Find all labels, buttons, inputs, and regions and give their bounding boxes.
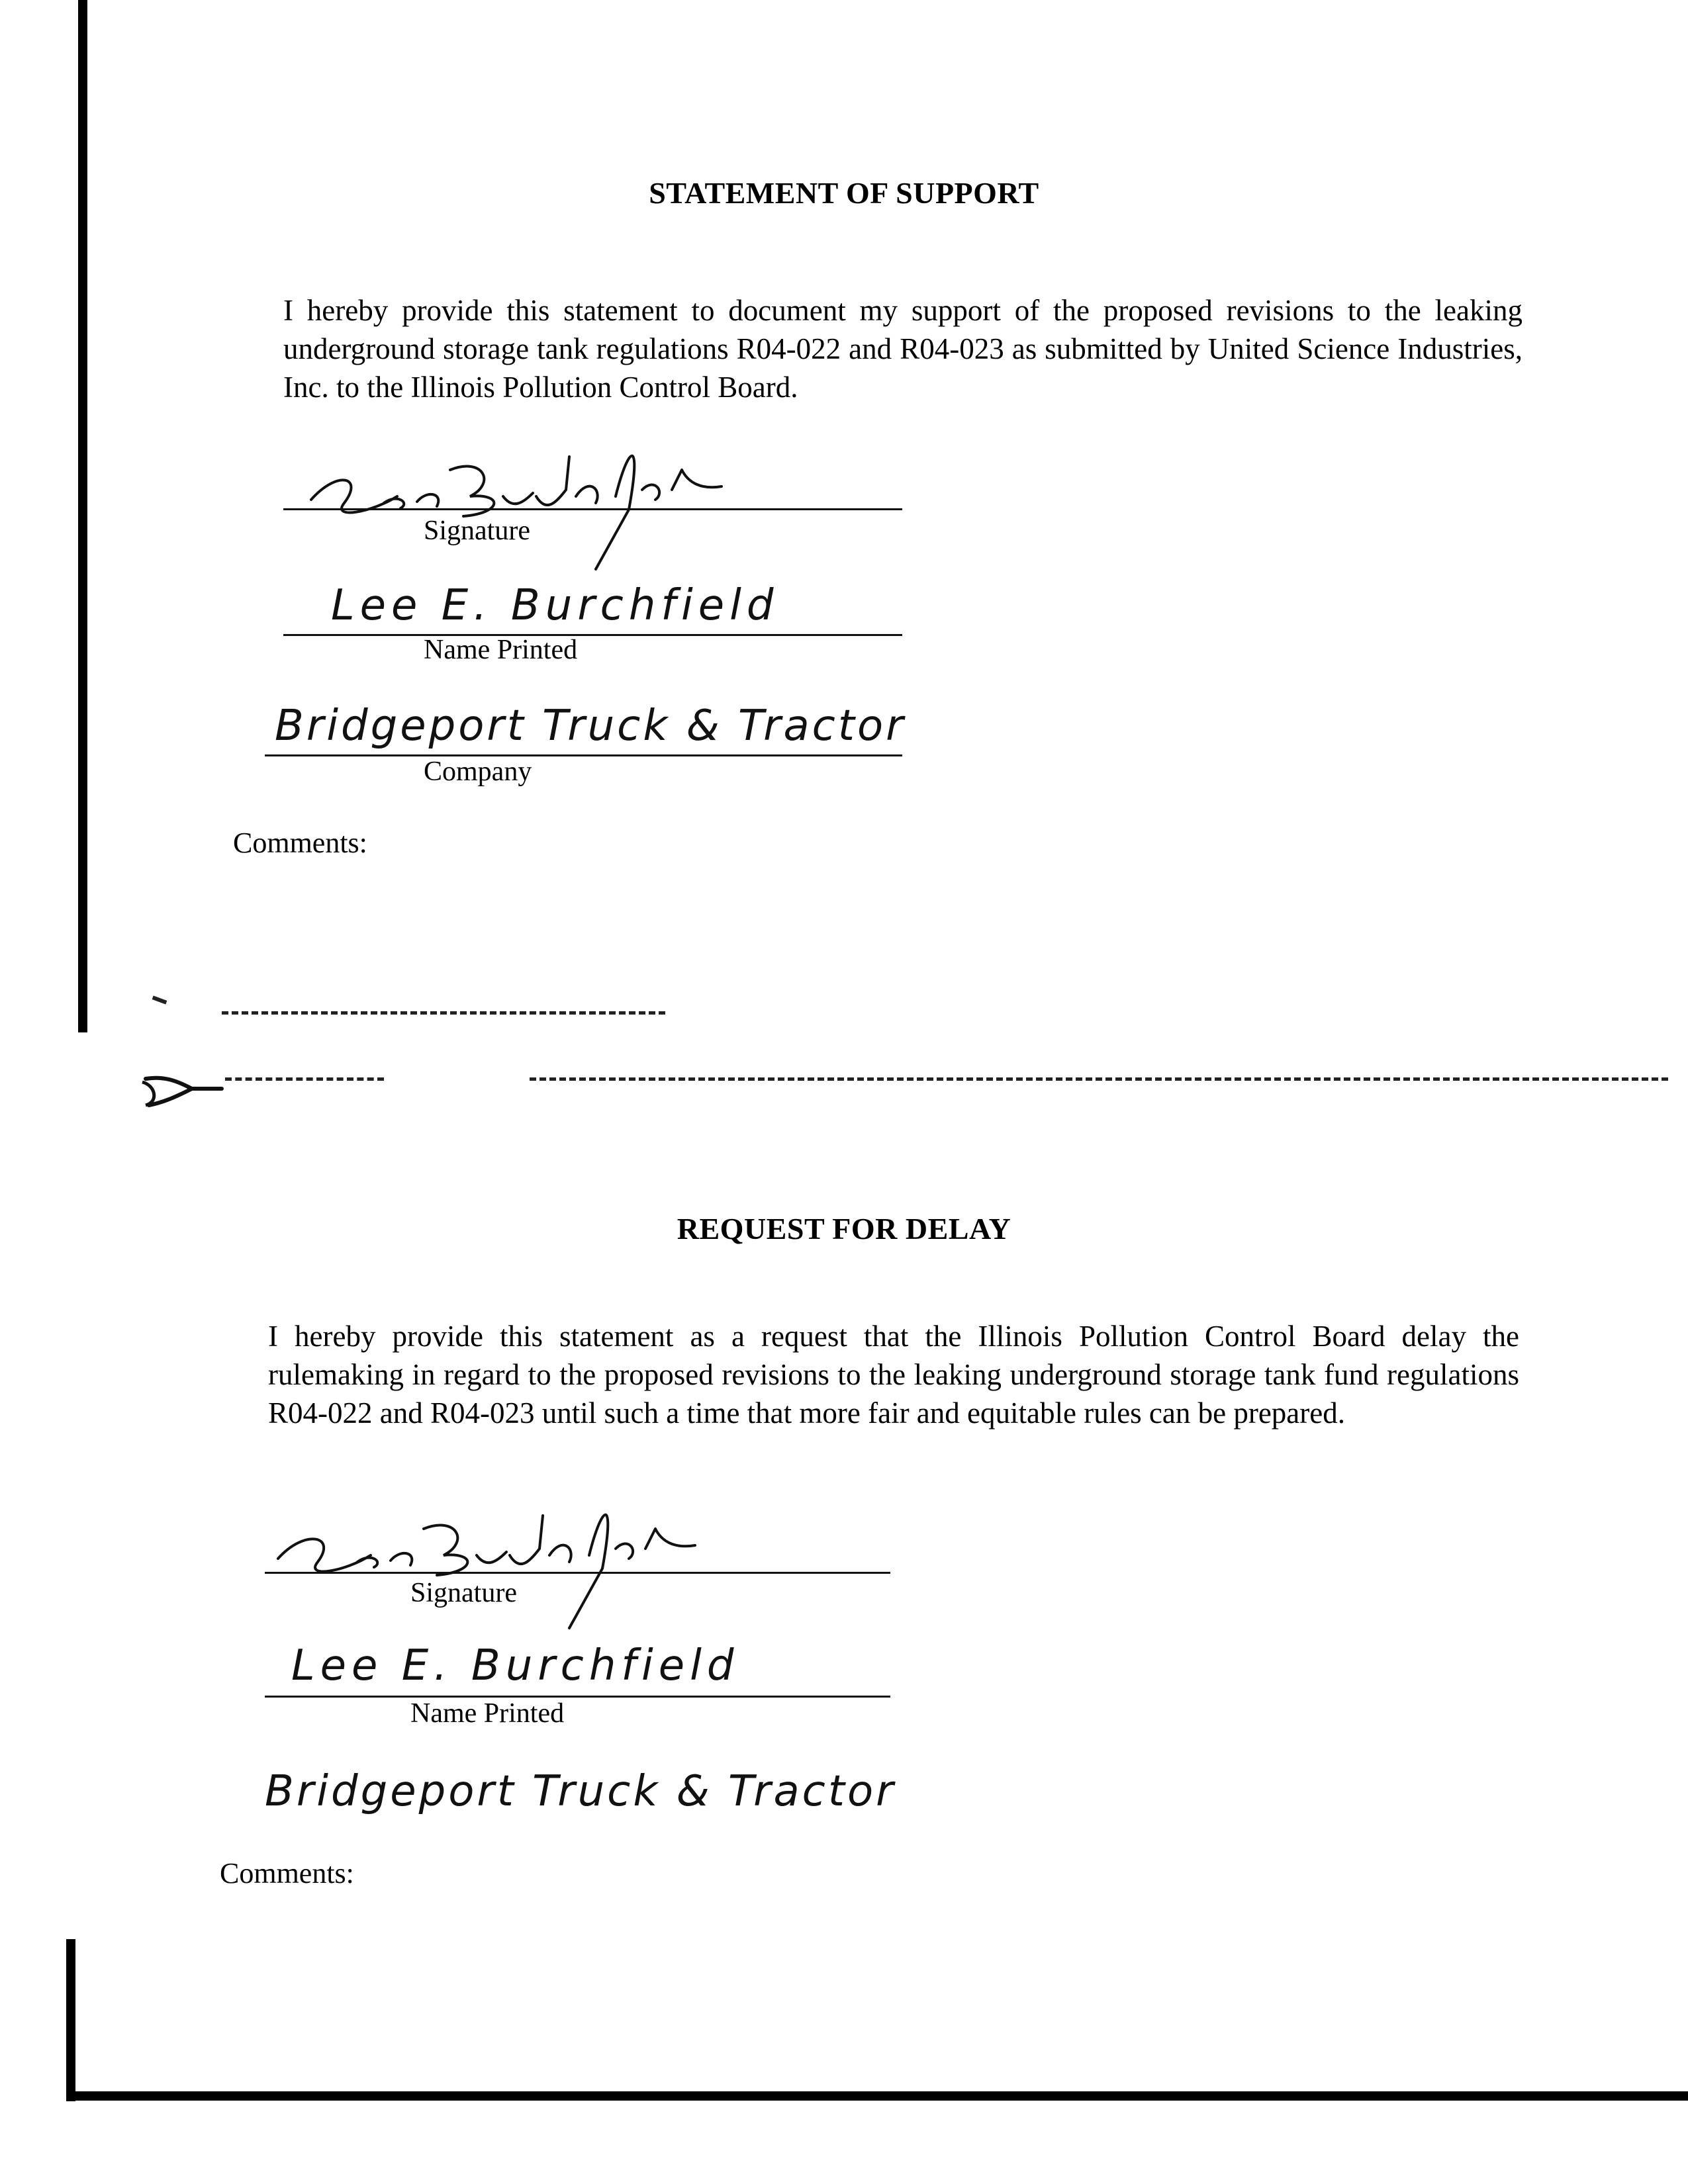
support-body: I hereby provide this statement to document my support of the proposed revisions to the leaking underground storage tank regulations R04-022 and R04-023 as submitted by United Science Industries, Inc. to the Illinois Pollution Control Board. (283, 294, 1523, 404)
support-signature (285, 430, 801, 576)
delay-title: REQUEST FOR DELAY (677, 1212, 1011, 1246)
support-name-value: Lee E. Burchfield (331, 581, 779, 630)
delay-comments-label: Comments: (220, 1857, 354, 1889)
cut-line-right (530, 1077, 1668, 1081)
support-name-line (283, 634, 902, 636)
delay-signature-label: Signature (410, 1578, 517, 1608)
page-border-left-top (78, 0, 87, 1032)
delay-signature (265, 1496, 781, 1641)
page-border-left-bottom (66, 1939, 75, 2101)
cut-line-left (225, 1077, 384, 1081)
delay-name-value: Lee E. Burchfield (291, 1641, 739, 1690)
support-company-value: Bridgeport Truck & Tractor (275, 702, 906, 751)
stray-mark (152, 995, 167, 1004)
support-signature-label: Signature (424, 516, 530, 546)
support-name-label: Name Printed (424, 635, 578, 665)
delay-signature-line (265, 1572, 890, 1574)
delay-body: I hereby provide this statement as a request that the Illinois Pollution Control Board delay the rulemaking in regard to the proposed revisions to the leaking underground storage tank fund regulations R04-022 and R04-023 until such a time that more fair and equitable rules can be prepared. (268, 1320, 1519, 1430)
delay-name-line (265, 1696, 890, 1698)
support-company-line (265, 754, 902, 756)
support-company-label: Company (424, 756, 532, 787)
page-border-bottom (66, 2091, 1688, 2101)
support-comments-label: Comments: (233, 827, 367, 859)
partial-cut-line (222, 1011, 665, 1015)
support-title: STATEMENT OF SUPPORT (649, 176, 1039, 210)
support-signature-line (283, 508, 902, 510)
scissors-icon (139, 1069, 225, 1115)
delay-company-value: Bridgeport Truck & Tractor (265, 1767, 896, 1816)
delay-name-label: Name Printed (410, 1698, 565, 1729)
